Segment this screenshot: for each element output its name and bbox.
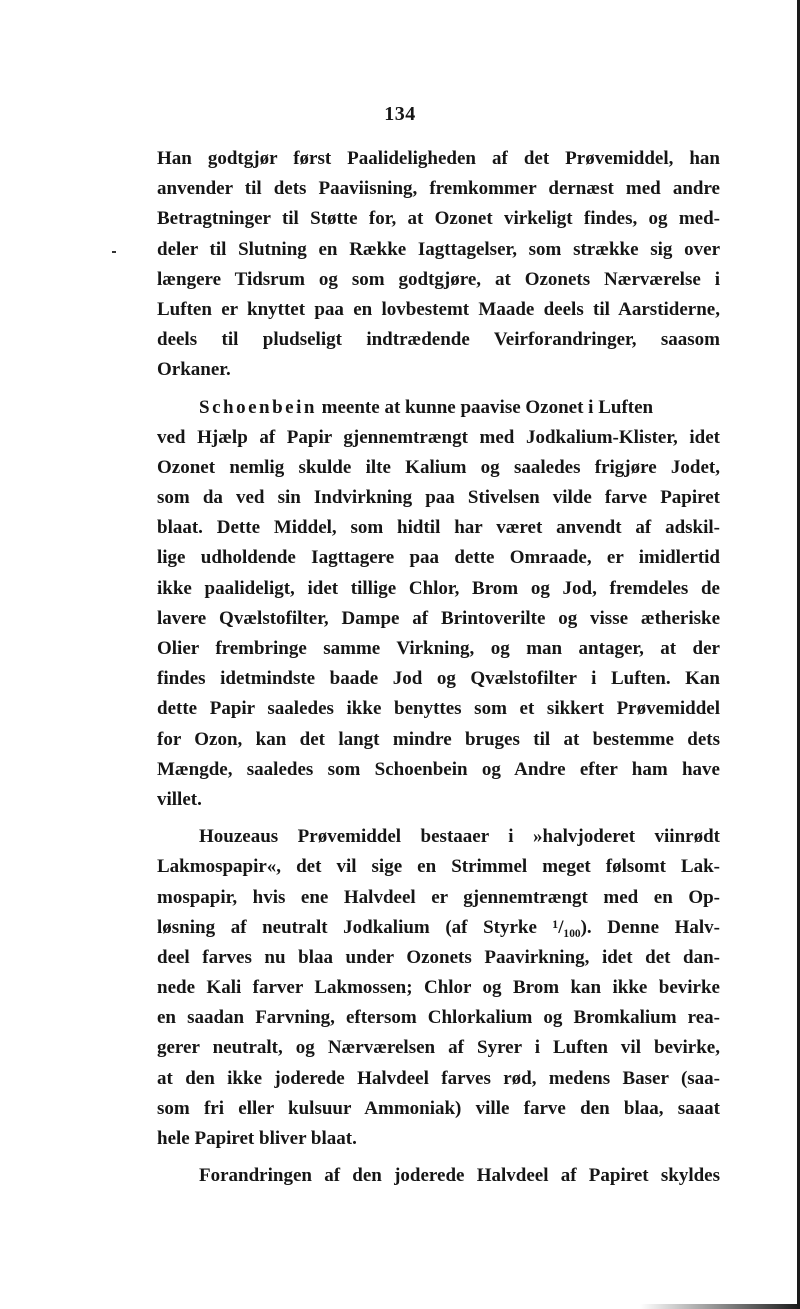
text-line: længere Tidsrum og som godtgjøre, at Ozonets Nærværelse i: [157, 268, 720, 290]
text-line: lavere Qvælstofilter, Dampe af Brintoverilte og visse ætheriske: [157, 607, 720, 629]
text-line: nede Kali farver Lakmossen; Chlor og Brom kan ikke bevirke: [157, 977, 720, 999]
text-line: for Ozon, kan det langt mindre bruges til at bestemme dets: [157, 728, 720, 750]
text-line: Forandringen af den joderede Halvdeel af Papiret skyldes: [199, 1165, 720, 1187]
text-line: dette Papir saaledes ikke benyttes som et sikkert Prøvemiddel: [157, 698, 720, 720]
text-line: lige udholdende Iagttagere paa dette Omraade, er imidlertid: [157, 547, 720, 569]
text-line: [157, 393, 720, 423]
text-line: findes idetmindste baade Jod og Qvælstofilter i Luften. Kan: [157, 668, 720, 690]
text-line: blaat. Dette Middel, som hidtil har været anvendt af adskil-: [157, 517, 720, 539]
text-line: som da ved sin Indvirkning paa Stivelsen vilde farve Papiret: [157, 487, 720, 509]
text-line-rest: meente at kunne paavise Ozonet i Luften: [316, 396, 654, 418]
text-line: ikke paalideligt, idet tillige Chlor, Brom og Jod, fremdeles de: [157, 577, 720, 599]
text-line: ved Hjælp af Papir gjennemtrængt med Jodkalium-Klister, idet: [157, 426, 720, 448]
text-line: Luften er knyttet paa en lovbestemt Maade deels til Aarstiderne,: [157, 298, 720, 320]
text-line: deels til pludseligt indtrædende Veirforandringer, saasom: [157, 329, 720, 351]
text-line: Betragtninger til Støtte for, at Ozonet virkeligt findes, og med-: [157, 208, 720, 230]
text-line: Olier frembringe samme Virkning, og man antager, at der: [157, 638, 720, 659]
text-line: Lakmospapir«, det vil sige en Strimmel meget følsomt Lak-: [157, 856, 720, 878]
paragraph-3: [157, 822, 720, 1154]
text-line: Han godtgjør først Paalideligheden af det Prøvemiddel, han: [157, 148, 720, 169]
text-line: villet.: [157, 788, 202, 810]
emphasized-name: Schoenbein: [199, 396, 317, 418]
text-line: at den ikke joderede Halvdeel farves rød, medens Baser (saa-: [157, 1067, 720, 1089]
text-line: som fri eller kulsuur Ammoniak) ville farve den blaa, saaat: [157, 1097, 720, 1119]
text-line: løsning af neutralt Jodkalium (af Styrke ¹/₁₀₀). Denne Halv-: [157, 916, 720, 938]
text-line: Orkaner.: [157, 359, 231, 381]
scan-edge-bottom: [640, 1304, 800, 1309]
text-line: deler til Slutning en Række Iagttagelser, som strække sig over: [157, 238, 720, 260]
text-line: gerer neutralt, og Nærværelsen af Syrer i Luften vil bevirke,: [157, 1037, 720, 1059]
paragraph-2: [157, 393, 720, 816]
text-line: anvender til dets Paaviisning, fremkommer dernæst med andre: [157, 178, 720, 200]
paragraph-4: [157, 1161, 720, 1191]
text-line: deel farves nu blaa under Ozonets Paavirkning, idet det dan-: [157, 946, 720, 968]
text-line: Houzeaus Prøvemiddel bestaaer i »halvjoderet viinrødt: [199, 826, 720, 848]
paragraph-1: [157, 144, 720, 386]
text-line: Mængde, saaledes som Schoenbein og Andre efter ham have: [157, 758, 720, 780]
text-line: mospapir, hvis ene Halvdeel er gjennemtrængt med en Op-: [157, 886, 720, 908]
margin-speck: [112, 251, 116, 253]
page-number: 134: [384, 103, 416, 125]
text-line: Ozonet nemlig skulde ilte Kalium og saaledes frigjøre Jodet,: [157, 456, 720, 478]
body-text: [157, 144, 720, 1191]
text-line: hele Papiret bliver blaat.: [157, 1128, 357, 1149]
text-line: en saadan Farvning, eftersom Chlorkalium og Bromkalium rea-: [157, 1007, 720, 1029]
